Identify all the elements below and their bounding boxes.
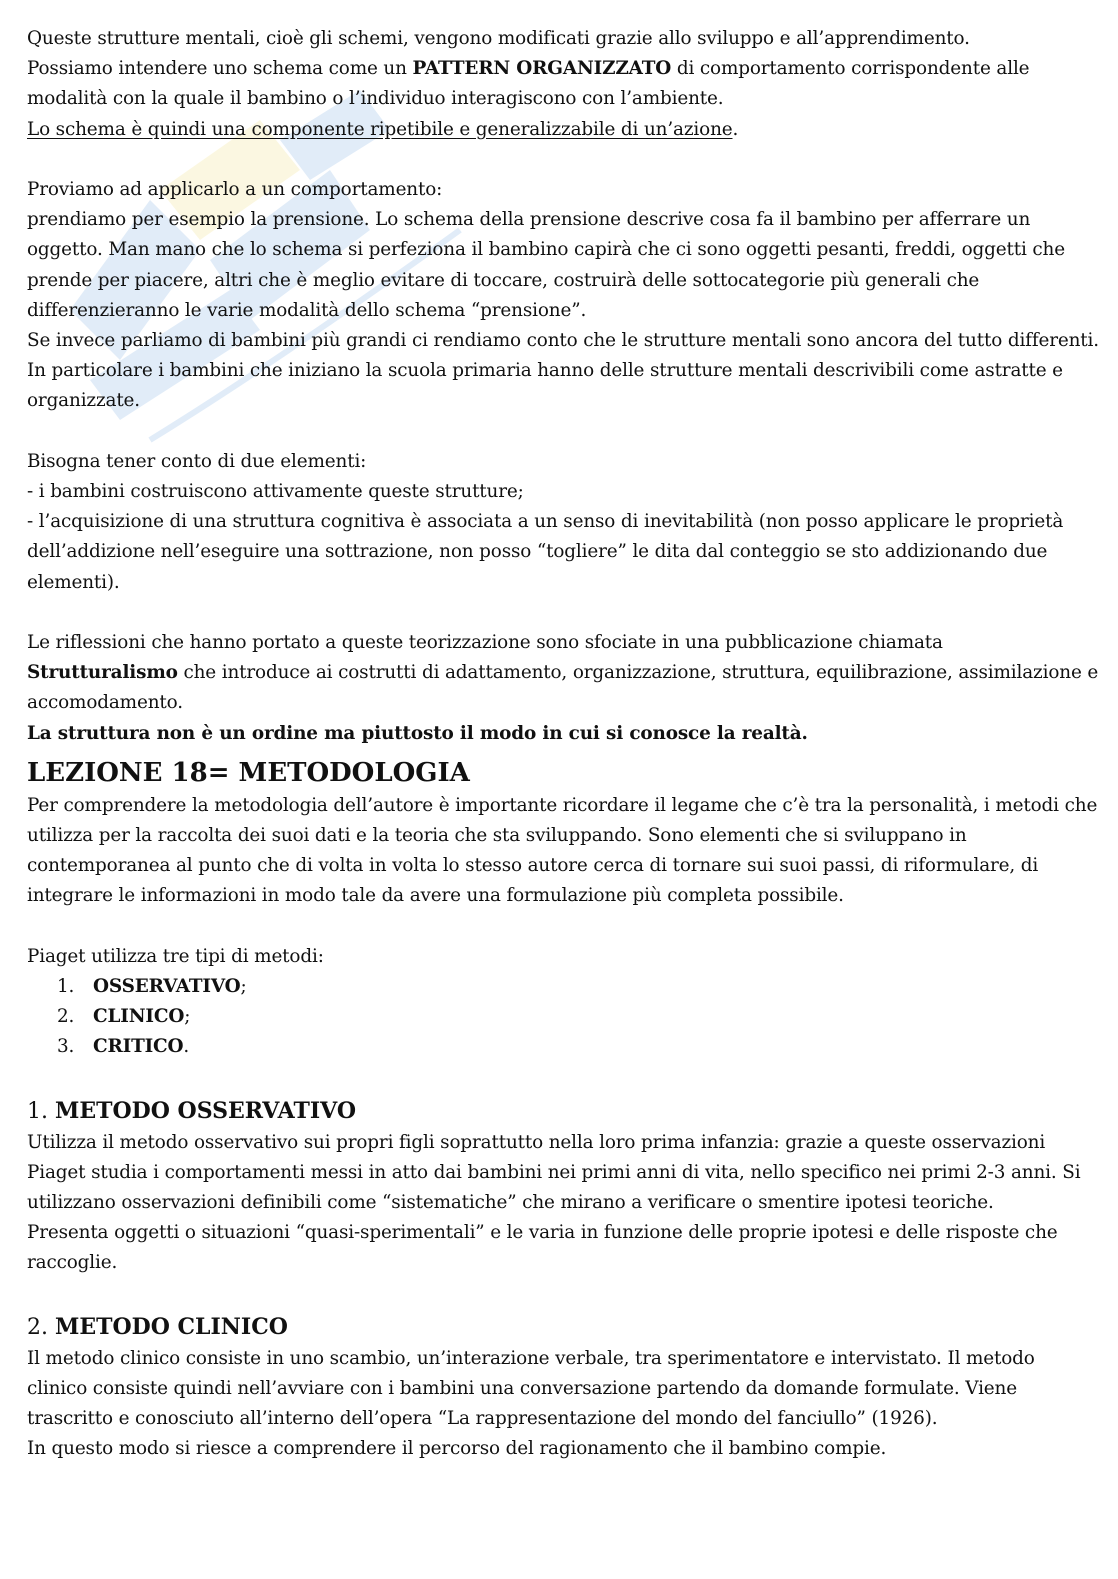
- lesson-heading: LEZIONE 18= METODOLOGIA: [27, 757, 470, 788]
- section-number: 1.: [27, 1098, 55, 1124]
- paragraph: Per comprendere la metodologia dell’autore è importante ricordare il legame che c’è tra la personalità, i metodi che utilizza per la raccolta dei suoi dati e la teoria che sta sviluppando. Sono elementi che si sviluppano in contemporanea al punto che di volta in volta lo stesso autore cerca di tornare sui suoi passi, di riformulare, di integrare le informazioni in modo tale da avere una formulazione più completa possibile.: [27, 794, 1098, 907]
- text: .: [732, 118, 739, 140]
- paragraph: [27, 628, 1099, 719]
- section-heading: [27, 1311, 1099, 1344]
- text: ;: [184, 1006, 191, 1028]
- list-item: - l’acquisizione di una struttura cognitiva è associata a un senso di inevitabilità (non posso applicare le proprietà dell’addizione nell’eseguire una sottrazione, non posso “togliere” le dita dal conteggio se sto addizionando due elementi).: [27, 511, 1064, 593]
- text: Le riflessioni che hanno portato a queste teorizzazione sono sfociate in una pubblicazione chiamata: [27, 632, 943, 654]
- paragraph: [27, 54, 1099, 114]
- list-item: [27, 1002, 1099, 1032]
- section-title: METODO CLINICO: [54, 1313, 288, 1340]
- list-number: 2.: [57, 1006, 75, 1028]
- document-page: [27, 24, 1099, 1464]
- paragraph: Bisogna tener conto di due elementi:: [27, 450, 367, 472]
- list-number: 1.: [57, 976, 75, 998]
- list-item: [27, 972, 1099, 1002]
- section-title: METODO OSSERVATIVO: [54, 1097, 357, 1124]
- list-item: - i bambini costruiscono attivamente queste strutture;: [27, 481, 524, 503]
- paragraph: In questo modo si riesce a comprendere il percorso del ragionamento che il bambino compie.: [27, 1438, 887, 1460]
- method-name: CRITICO: [93, 1036, 184, 1058]
- paragraph: Utilizza il metodo osservativo sui propri figli soprattutto nella loro prima infanzia: grazie a queste osservazioni Piaget studia i comportamenti messi in atto dai bambini nei primi anni di vita, nello specifico nei primi 2-3 anni. Si utilizzano osservazioni definibili come “sistematiche” che mirano a verificare o smentire ipotesi teoriche.: [27, 1131, 1081, 1214]
- methods-list: [27, 972, 1099, 1063]
- list-item: [27, 1032, 1099, 1062]
- paragraph: Piaget utilizza tre tipi di metodi:: [27, 945, 324, 967]
- paragraph: [27, 719, 1099, 749]
- text: che introduce ai costrutti di adattamento, organizzazione, struttura, equilibrazione, assimilazione e accomodamento.: [27, 662, 1099, 714]
- text: .: [183, 1036, 190, 1058]
- paragraph: [27, 115, 1099, 145]
- text: di comportamento corrispondente alle modalità con la quale il bambino o l’individuo interagiscono con l’ambiente.: [27, 58, 1030, 110]
- paragraph: Se invece parliamo di bambini più grandi ci rendiamo conto che le strutture mentali sono ancora del tutto differenti. In particolare i bambini che iniziano la scuola primaria hanno delle strutture mentali descrivibili come astratte e organizzate.: [27, 330, 1099, 412]
- bold-term: Strutturalismo: [27, 662, 178, 684]
- underlined-text: Lo schema è quindi una componente ripetibile e generalizzabile di un’azione: [27, 118, 733, 140]
- bold-term: PATTERN ORGANIZZATO: [412, 58, 672, 80]
- text: ;: [240, 976, 247, 998]
- paragraph: Proviamo ad applicarlo a un comportamento:: [27, 179, 443, 200]
- paragraph: Presenta oggetti o situazioni “quasi-sperimentali” e le varia in funzione delle proprie ipotesi e delle risposte che raccoglie.: [27, 1222, 1058, 1274]
- paragraph: prendiamo per esempio la prensione. Lo schema della prensione descrive cosa fa il bambino per afferrare un oggetto. Man mano che lo schema si perfeziona il bambino capirà che ci sono oggetti pesanti, freddi, oggetti che prende per piacere, altri che è meglio evitare di toccare, costruirà delle sottocategorie più generali che differenzieranno le varie modalità dello schema “prensione”.: [27, 209, 1065, 321]
- method-name: OSSERVATIVO: [93, 976, 241, 998]
- text: Possiamo intendere uno schema come un: [27, 58, 413, 80]
- method-name: CLINICO: [93, 1006, 185, 1028]
- paragraph: Queste strutture mentali, cioè gli schemi, vengono modificati grazie allo sviluppo e all’apprendimento.: [27, 28, 970, 49]
- section-number: 2.: [27, 1314, 55, 1340]
- paragraph: Il metodo clinico consiste in uno scambio, un’interazione verbale, tra sperimentatore e intervistato. Il metodo clinico consiste quindi nell’avviare con i bambini una conversazione partendo da domande formulate. Viene trascritto e conosciuto all’interno dell’opera “La rappresentazione del mondo del fanciullo” (1926).: [27, 1347, 1035, 1430]
- bold-sentence: La struttura non è un ordine ma piuttosto il modo in cui si conosce la realtà.: [27, 722, 808, 744]
- list-number: 3.: [57, 1036, 75, 1058]
- section-heading: [27, 1095, 1099, 1128]
